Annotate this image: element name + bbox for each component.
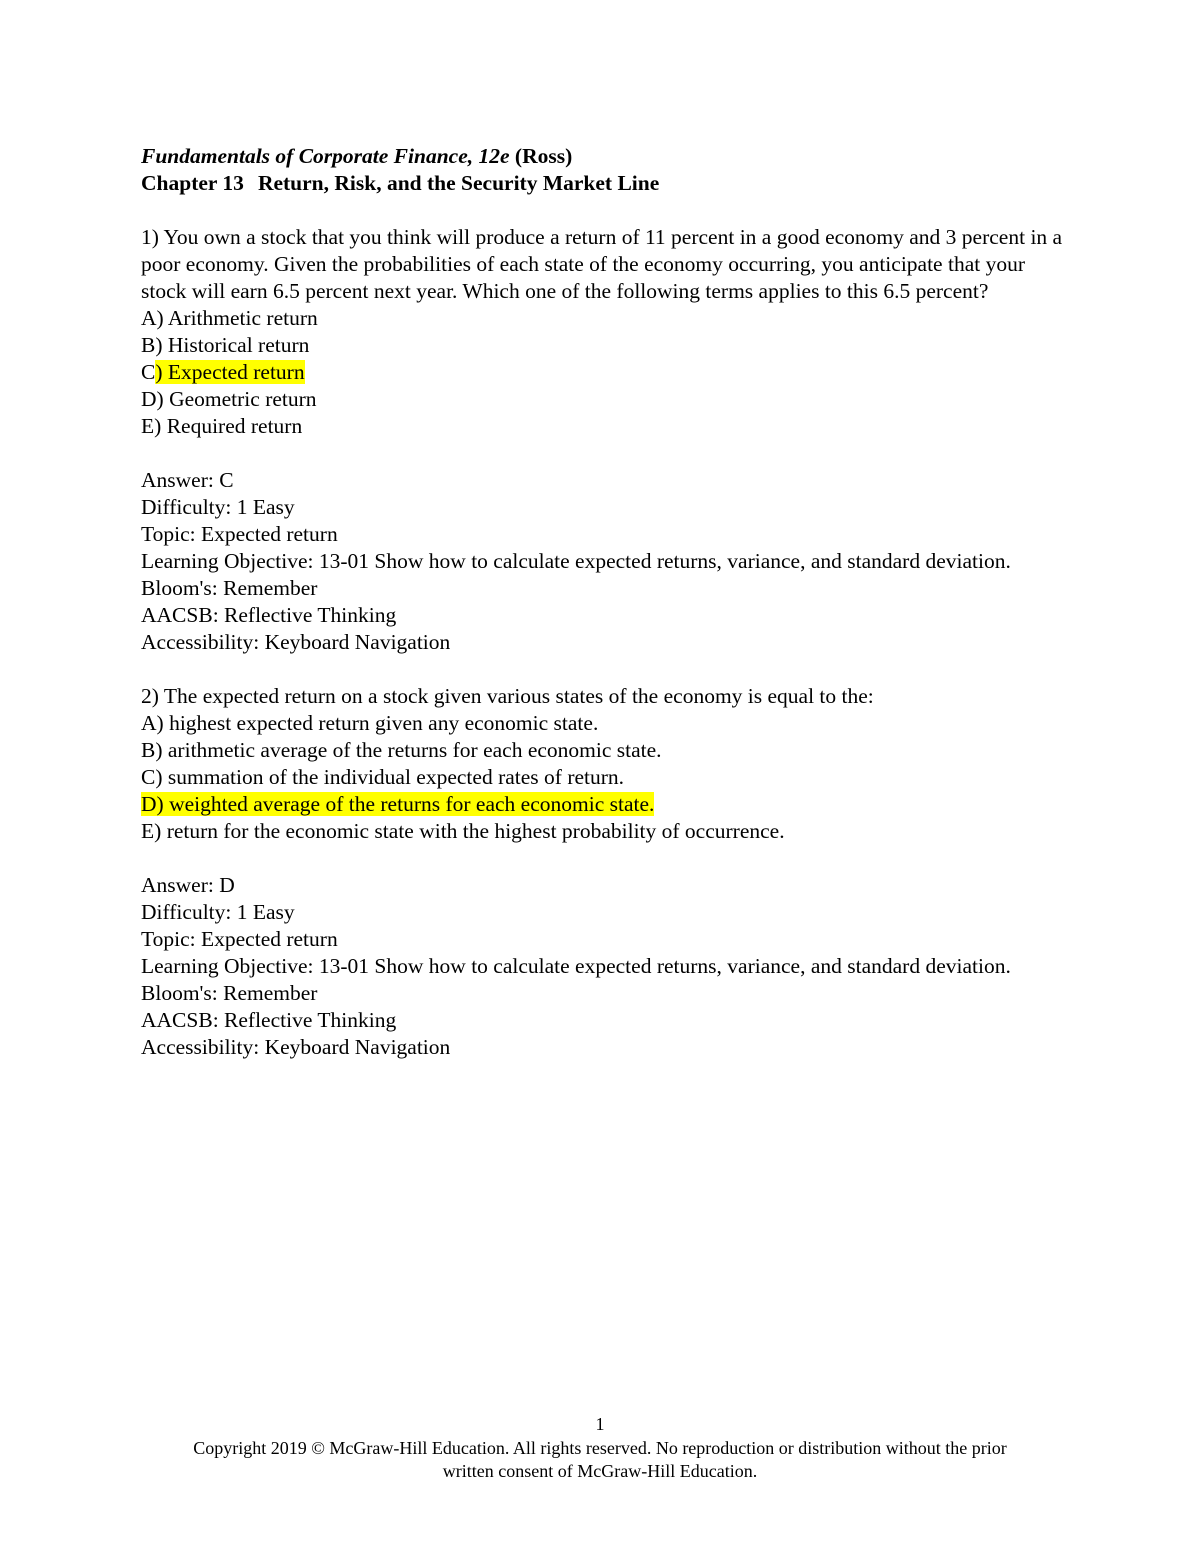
highlighted-answer: D) weighted average of the returns for each economic state.: [141, 792, 655, 816]
accessibility-line: Accessibility: Keyboard Navigation: [141, 1035, 451, 1059]
copyright-line-1: Copyright 2019 © McGraw-Hill Education. All rights reserved. No reproduction or distribution without the prior: [193, 1438, 1007, 1458]
question-text: 2) The expected return on a stock given various states of the economy is equal to the:: [141, 684, 874, 708]
option-letter: C: [141, 765, 156, 789]
option-text: Expected return: [167, 360, 305, 384]
answer-line: Answer: D: [141, 873, 235, 897]
option-letter: E: [141, 414, 155, 438]
option-c: [141, 359, 1071, 386]
option-e: E) Required return: [141, 414, 303, 438]
option-letter: B: [141, 738, 156, 762]
difficulty-line: Difficulty: 1 Easy: [141, 495, 295, 519]
option-text: weighted average of the returns for each economic state.: [169, 792, 655, 816]
book-title: Fundamentals of Corporate Finance, 12e: [141, 144, 510, 168]
option-text: summation of the individual expected rates of return.: [167, 765, 625, 789]
learning-objective-line: Learning Objective: 13-01 Show how to calculate expected returns, variance, and standard deviation.: [141, 549, 1011, 573]
copyright-notice: [0, 1437, 1200, 1483]
page-number: 1: [595, 1414, 605, 1434]
option-letter: A: [141, 306, 157, 330]
chapter-title: Return, Risk, and the Security Market Line: [257, 171, 660, 195]
chapter-heading: [141, 170, 1071, 197]
option-e: E) return for the economic state with the highest probability of occurrence.: [141, 819, 785, 843]
chapter-number: Chapter 13: [141, 171, 244, 195]
option-letter: D: [141, 387, 157, 411]
option-text: highest expected return given any economic state.: [169, 711, 599, 735]
highlighted-answer: ) Expected return: [155, 360, 305, 384]
option-a: A) highest expected return given any economic state.: [141, 711, 599, 735]
option-d: D) Geometric return: [141, 387, 317, 411]
option-d: [141, 791, 1071, 818]
spacer: [141, 440, 1071, 467]
question-text: 1) You own a stock that you think will produce a return of 11 percent in a good economy and 3 percent in a poor economy. Given the probabilities of each state of the economy occurring, you anticipate that your stock will earn 6.5 percent next year. Which one of the following terms applies to this 6.5 percent?: [141, 225, 1063, 303]
option-text: arithmetic average of the returns for each economic state.: [167, 738, 662, 762]
option-text: Required return: [166, 414, 303, 438]
question-1: [141, 224, 1071, 656]
option-a: A) Arithmetic return: [141, 306, 318, 330]
difficulty-line: Difficulty: 1 Easy: [141, 900, 295, 924]
option-letter: E: [141, 819, 155, 843]
blooms-line: Bloom's: Remember: [141, 981, 318, 1005]
option-letter: C: [141, 360, 156, 384]
option-c: C) summation of the individual expected rates of return.: [141, 765, 625, 789]
option-letter: A: [141, 711, 157, 735]
book-header: [141, 143, 1071, 170]
option-letter: D: [141, 792, 157, 816]
option-b: B) arithmetic average of the returns for each economic state.: [141, 738, 662, 762]
option-text: Geometric return: [169, 387, 317, 411]
option-letter: B: [141, 333, 156, 357]
question-2: [141, 683, 1071, 1061]
accessibility-line: Accessibility: Keyboard Navigation: [141, 630, 451, 654]
option-b: B) Historical return: [141, 333, 310, 357]
option-text: Historical return: [167, 333, 310, 357]
option-text: return for the economic state with the highest probability of occurrence.: [166, 819, 785, 843]
topic-line: Topic: Expected return: [141, 522, 338, 546]
topic-line: Topic: Expected return: [141, 927, 338, 951]
answer-line: Answer: C: [141, 468, 234, 492]
copyright-line-2: written consent of McGraw-Hill Education.: [442, 1461, 758, 1481]
spacer: [141, 845, 1071, 872]
page-content: [141, 143, 1071, 1061]
option-text: Arithmetic return: [167, 306, 318, 330]
learning-objective-line: Learning Objective: 13-01 Show how to calculate expected returns, variance, and standard deviation.: [141, 954, 1011, 978]
aacsb-line: AACSB: Reflective Thinking: [141, 1008, 397, 1032]
book-author: (Ross): [509, 144, 573, 168]
spacer: [141, 656, 1071, 683]
spacer: [141, 197, 1071, 224]
blooms-line: Bloom's: Remember: [141, 576, 318, 600]
aacsb-line: AACSB: Reflective Thinking: [141, 603, 397, 627]
